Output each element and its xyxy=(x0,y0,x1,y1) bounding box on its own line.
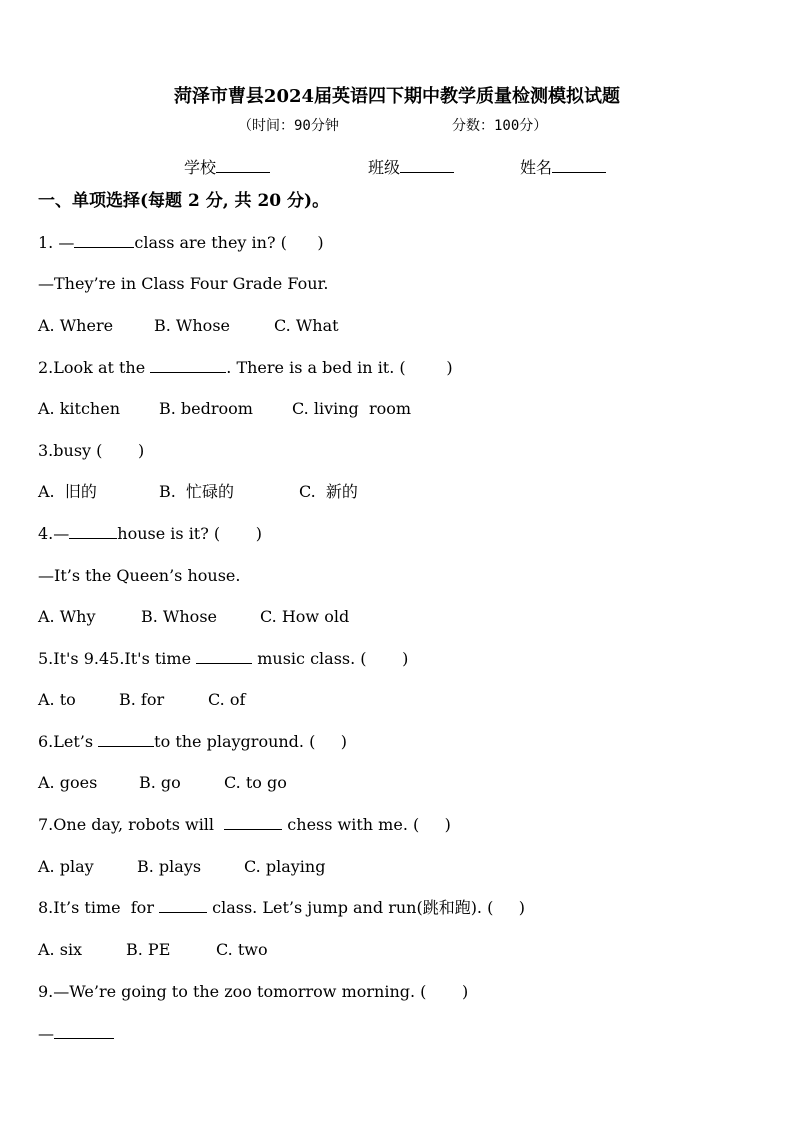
exam-time: （时间：90分钟 xyxy=(238,118,339,134)
q8-options xyxy=(38,940,738,960)
question-9: 9.—We’re going to the zoo tomorrow morning. ( ) xyxy=(38,982,469,1001)
q2-option-c[interactable]: C. living room xyxy=(292,399,412,418)
q6-option-b[interactable]: B. go xyxy=(139,773,181,792)
section-heading: 一、单项选择(每题 2 分, 共 20 分)。 xyxy=(38,191,330,211)
q7-option-a[interactable]: A. play xyxy=(38,857,94,876)
school-label: 学校 xyxy=(184,158,217,177)
q7-blank[interactable] xyxy=(224,815,282,830)
q5-option-c[interactable]: C. of xyxy=(208,690,246,709)
q7-option-c[interactable]: C. playing xyxy=(244,857,326,876)
q9-blank[interactable] xyxy=(54,1024,114,1039)
q1-option-b[interactable]: B. Whose xyxy=(154,316,230,335)
q2-prefix: 2.Look at the xyxy=(38,358,151,377)
q8-prefix: 8.It’s time for xyxy=(38,898,160,917)
q1-answer-line: —They’re in Class Four Grade Four. xyxy=(38,274,329,293)
school-blank[interactable] xyxy=(216,158,270,173)
q4-options xyxy=(38,607,738,627)
q8-option-a[interactable]: A. six xyxy=(38,940,83,959)
q9-answer-line xyxy=(38,1024,114,1044)
question-6 xyxy=(38,732,347,752)
q7-options xyxy=(38,857,738,877)
question-2 xyxy=(38,358,453,378)
q5-option-a[interactable]: A. to xyxy=(38,690,76,709)
q9-answer-prefix: — xyxy=(38,1024,54,1043)
q2-option-a[interactable]: A. kitchen xyxy=(38,399,121,418)
q1-prefix: 1. — xyxy=(38,233,75,252)
q5-suffix: music class. ( ) xyxy=(252,649,409,668)
q6-prefix: 6.Let’s xyxy=(38,732,99,751)
school-field[interactable] xyxy=(184,158,270,178)
q6-blank[interactable] xyxy=(98,732,154,747)
class-label: 班级 xyxy=(368,158,401,177)
question-8 xyxy=(38,898,525,918)
q6-suffix: to the playground. ( ) xyxy=(154,732,348,751)
q4-option-b[interactable]: B. Whose xyxy=(141,607,217,626)
q4-answer-line: —It’s the Queen’s house. xyxy=(38,566,241,585)
q2-suffix: . There is a bed in it. ( ) xyxy=(226,358,453,377)
q3-option-c[interactable]: C. 新的 xyxy=(299,482,358,501)
q8-option-c[interactable]: C. two xyxy=(216,940,268,959)
q4-option-c[interactable]: C. How old xyxy=(260,607,350,626)
q1-option-c[interactable]: C. What xyxy=(274,316,339,335)
name-field[interactable] xyxy=(520,158,606,178)
q8-option-b[interactable]: B. PE xyxy=(126,940,171,959)
q5-option-b[interactable]: B. for xyxy=(119,690,165,709)
question-1 xyxy=(38,233,324,253)
q1-blank[interactable] xyxy=(74,233,134,248)
q1-option-a[interactable]: A. Where xyxy=(38,316,114,335)
question-4 xyxy=(38,524,262,544)
q7-suffix: chess with me. ( ) xyxy=(282,815,451,834)
class-field[interactable] xyxy=(368,158,454,178)
q6-option-c[interactable]: C. to go xyxy=(224,773,287,792)
q1-options xyxy=(38,316,738,336)
q5-blank[interactable] xyxy=(196,649,252,664)
q5-options xyxy=(38,690,738,710)
q7-option-b[interactable]: B. plays xyxy=(137,857,202,876)
q1-suffix: class are they in? ( ) xyxy=(134,233,324,252)
q3-options xyxy=(38,482,738,502)
question-5 xyxy=(38,649,408,669)
q3-option-b[interactable]: B. 忙碌的 xyxy=(159,482,235,501)
q4-suffix: house is it? ( ) xyxy=(117,524,262,543)
q2-options xyxy=(38,399,738,419)
question-3: 3.busy ( ) xyxy=(38,441,145,460)
name-blank[interactable] xyxy=(552,158,606,173)
q4-prefix: 4.— xyxy=(38,524,70,543)
q8-suffix: class. Let’s jump and run(跳和跑). ( ) xyxy=(207,898,526,917)
q2-blank[interactable] xyxy=(150,358,226,373)
exam-score: 分数：100分） xyxy=(452,118,548,134)
q8-blank[interactable] xyxy=(159,898,207,913)
question-7 xyxy=(38,815,451,835)
q3-option-a[interactable]: A. 旧的 xyxy=(38,482,97,501)
q2-option-b[interactable]: B. bedroom xyxy=(159,399,253,418)
q7-prefix: 7.One day, robots will xyxy=(38,815,225,834)
q4-blank[interactable] xyxy=(69,524,117,539)
q4-option-a[interactable]: A. Why xyxy=(38,607,96,626)
q6-option-a[interactable]: A. goes xyxy=(38,773,98,792)
page-title: 菏泽市曹县2024届英语四下期中教学质量检测模拟试题 xyxy=(173,86,621,107)
name-label: 姓名 xyxy=(520,158,553,177)
q5-prefix: 5.It's 9.45.It's time xyxy=(38,649,197,668)
class-blank[interactable] xyxy=(400,158,454,173)
q6-options xyxy=(38,773,738,793)
